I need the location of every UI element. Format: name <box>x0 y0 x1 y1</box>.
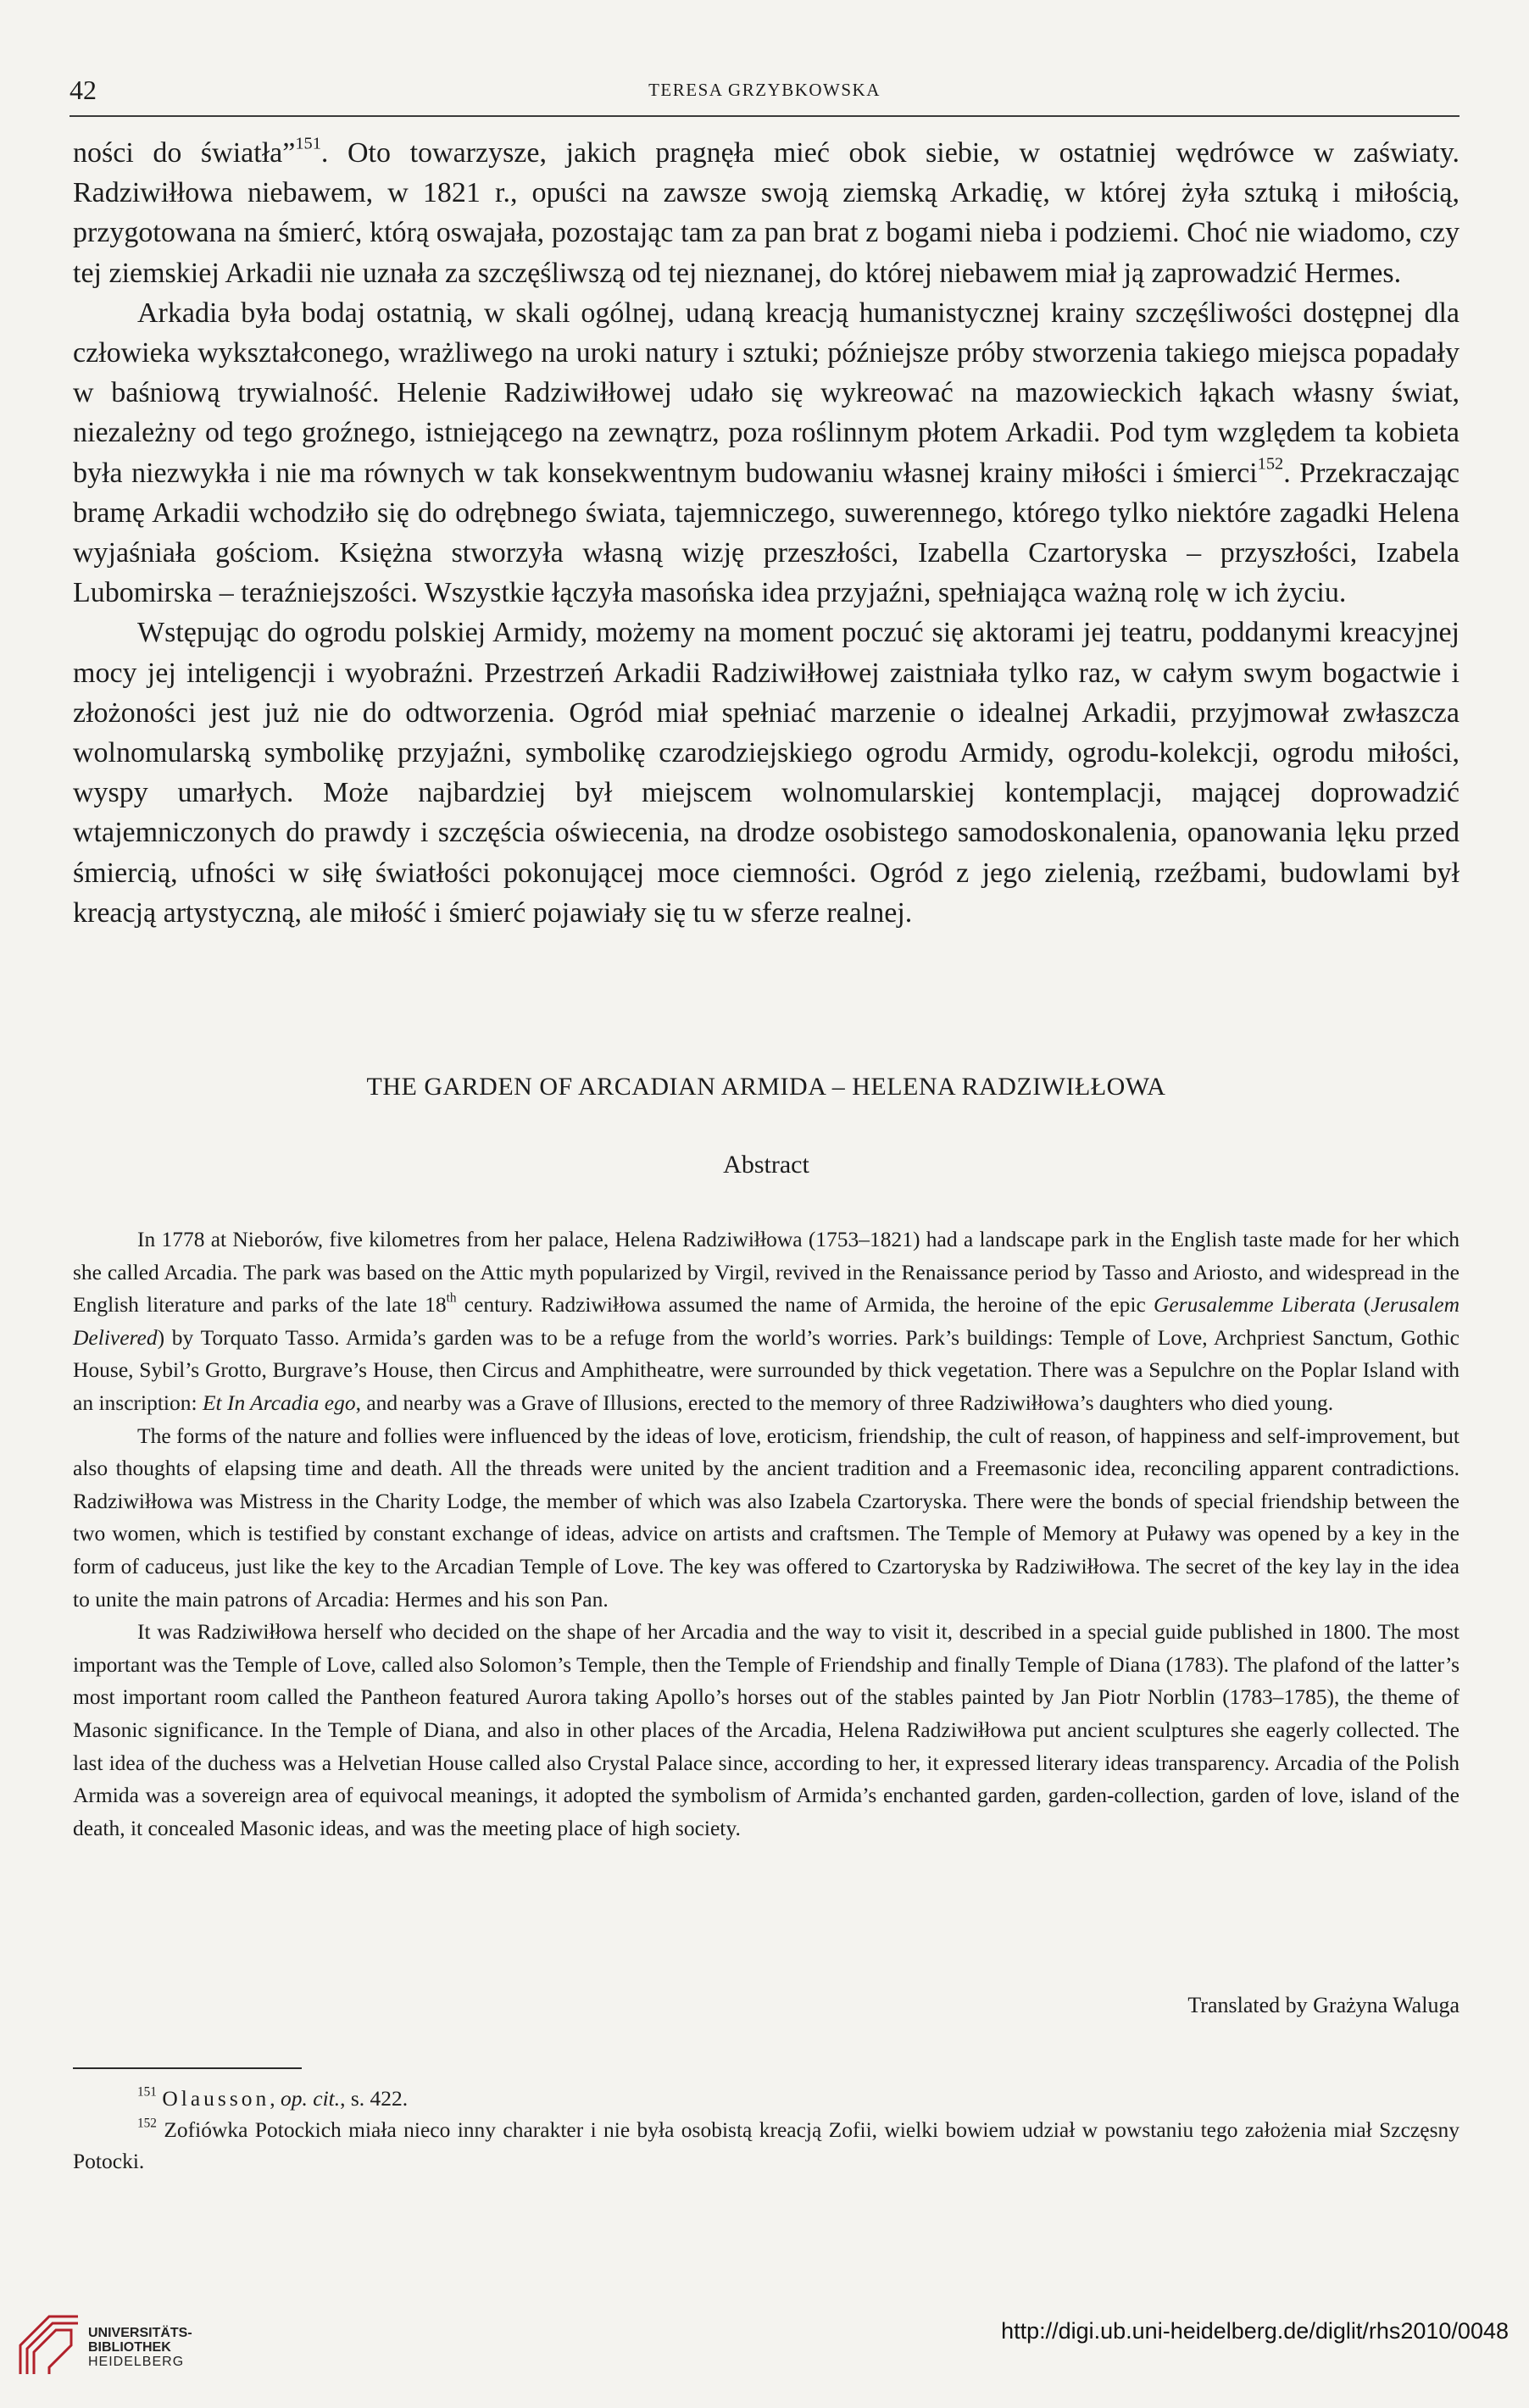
abstract-heading: Abstract <box>723 1151 809 1179</box>
footnote-divider <box>73 2067 302 2069</box>
abstract-text <box>73 1223 1460 1845</box>
footnote-separator: , <box>270 2086 281 2111</box>
footnote-ref-151: 151 <box>295 134 321 153</box>
abstract-title: THE GARDEN OF ARCADIAN ARMIDA – HELENA RADZIWIŁŁOWA <box>366 1073 1166 1101</box>
abstract-paragraph-1 <box>73 1223 1460 1420</box>
footnote-page: , s. 422. <box>340 2086 409 2111</box>
running-head: TERESA GRZYBKOWSKA <box>648 80 881 100</box>
title-gerusalemme: Gerusalemme Liberata <box>1153 1292 1356 1318</box>
abstract-p1-e: , and nearby was a Grave of Illusions, erected to the memory of three Radziwiłłowa’s daughters who died young. <box>355 1390 1334 1415</box>
footnote-reference: op. cit. <box>281 2086 341 2111</box>
paragraph-3: Wstępując do ogrodu polskiej Armidy, możemy na moment poczuć się aktorami jej teatru, poddanymi kreacyjnej mocy jej inteligencji i wyobraźni. Przestrzeń Arkadii Radziwiłłowej zaistniała tylko raz, w całym swym bogactwie i złożoności jest już nie do odtworzenia. Ogród miał spełniać marzenie o idealnej Arkadii, przyjmował zwłaszcza wolnomularską symbolikę przyjaźni, symbolikę czarodziejskiego ogrodu Armidy, ogrodu-kolekcji, ogrodu miłości, wyspy umarłych. Może najbardziej był miejscem wolnomularskiej kontemplacji, mającej doprowadzić wtajemniczonych do prawdy i szczęścia oświecenia, na drodze osobistego samodoskonalenia, opanowania lęku przed śmiercią, ufności w siłę światłości pokonującej moce ciemności. Ogród z jego zielenią, rzeźbami, budowlami był kreacją artystyczną, ale miłość i śmierć pojawiały się tu w sferze realnej. <box>73 617 1460 929</box>
abstract-p1-a: In 1778 at Nieborów, five kilometres from her palace, Helena Radziwiłłowa (1753–1821) had a landscape park in the English taste made for her which she called Arcadia. The park was based on the Attic myth popularized by Virgil, revived in the Renaissance period by Tasso and Ariosto, and widespread in the English literature and parks of the late 18 <box>73 1227 1460 1318</box>
abstract-paragraph-2: The forms of the nature and follies were influenced by the ideas of love, eroticism, friendship, the cult of reason, of happiness and self-improvement, but also thoughts of elapsing time and death. All the threads were united by the ancient tradition and a Freemasonic idea, reconciling apparent contradictions. Radziwiłłowa was Mistress in the Charity Lodge, the member of which was also Izabela Czartoryska. There were the bonds of special friendship between the two women, which is testified by constant exchange of ideas, advice on artists and craftsmen. The Temple of Memory at Puławy was opened by a key in the form of caduceus, just like the key to the Arcadian Temple of Love. The key was offered to Czartoryska by Radziwiłłowa. The secret of the key lay in the idea to unite the main patrons of Arcadia: Hermes and his son Pan. <box>73 1423 1460 1612</box>
library-line-2: BIBLIOTHEK <box>88 2340 171 2355</box>
footnote-text: Zofiówka Potockich miała nieco inny charakter i nie była osobistą kreacją Zofii, wielki bowiem udział w powstaniu tego założenia miał Szczęsny Potocki. <box>73 2117 1460 2173</box>
paragraph-1 <box>73 133 1460 293</box>
ordinal-suffix: th <box>446 1290 457 1306</box>
paragraph-2-start: Arkadia była bodaj ostatnią, w skali ogólnej, udaną kreacją humanistycznej krainy szczęśliwości dostępnej dla człowieka wykształconego, wrażliwego na uroki natury i sztuki; późniejsze próby stworzenia takiego miejsca popadały w baśniową trywialność. Helenie Radziwiłłowej udało się wykreować na mazowieckich łąkach własny świat, niezależny od tego groźnego, istniejącego na zewnątrz, poza roślinnym płotem Arkadii. Pod tym względem ta kobieta była niezwykła i nie ma równych w tak konsekwentnym budowaniu własnej krainy miłości i śmierci <box>73 297 1460 489</box>
footnotes <box>73 2083 1460 2177</box>
library-line-1: UNIVERSITÄTS- <box>88 2326 192 2340</box>
abstract-p1-d: ) by Torquato Tasso. Armida’s garden was to be a refuge from the world’s worries. Park’s buildings: Temple of Love, Archpriest Sanctum, Gothic House, Sybil’s Grotto, Burgrave’s House, then Circus and Amphitheatre, were surrounded by thick vegetation. There was a Sepulchre on the Poplar Island with an inscription: <box>73 1324 1460 1415</box>
title-jerusalem-delivered: Jerusalem Delivered <box>73 1292 1460 1350</box>
paragraph-1-rest: . Oto towarzysze, jakich pragnęła mieć obok siebie, w ostatniej wędrówce w zaświaty. Radziwiłłowa niebawem, w 1821 r., opuści na zawsze swoją ziemską Arkadię, w której żyła sztuką i miłością, przygotowana na śmierć, którą oswajała, pozostając tam za pan brat z bogami nieba i podziemi. Choć nie wiadomo, czy tej ziemskiej Arkadii nie uznała za szczęśliwszą od tej nieznanej, do której niebawem miał ją zaprowadzić Hermes. <box>73 137 1460 289</box>
footnote-author: Olausson <box>162 2086 270 2111</box>
page-header <box>70 71 1460 117</box>
abstract-paragraph-3: It was Radziwiłłowa herself who decided on the shape of her Arcadia and the way to visit it, described in a special guide published in 1800. The most important was the Temple of Love, called also Solomon’s Temple, then the Temple of Friendship and finally Temple of Diana (1783). The plafond of the latter’s most important room called the Pantheon featured Aurora taking Apollo’s horses out of the stables painted by Jan Piotr Norblin (1783–1785), the theme of Masonic significance. In the Temple of Diana, and also in other places of the Arcadia, Helena Radziwiłłowa put ancient sculptures she eagerly collected. The last idea of the duchess was a Helvetian House called also Crystal Palace since, according to her, it expressed literary ideas transparency. Arcadia of the Polish Armida was a sovereign area of equivocal meanings, it adopted the symbolism of Armida’s enchanted garden, garden-collection, garden of love, island of the death, it concealed Masonic ideas, and was the meeting place of high society. <box>73 1619 1460 1840</box>
translator-credit: Translated by Grażyna Waluga <box>1187 1993 1460 2017</box>
abstract-p1-c: ( <box>1355 1292 1371 1318</box>
paragraph-2 <box>73 293 1460 613</box>
heidelberg-library-logo-icon <box>15 2311 83 2379</box>
footnote-152 <box>73 2114 1460 2177</box>
abstract-p1-b: century. Radziwiłłowa assumed the name of Armida, the heroine of the epic <box>456 1292 1154 1318</box>
footnote-number: 151 <box>137 2084 157 2100</box>
main-text <box>73 133 1460 933</box>
paragraph-1-start: ności do światła” <box>73 137 296 169</box>
footnote-ref-152: 152 <box>1257 454 1284 474</box>
paragraph-2-rest: . Przekraczając bramę Arkadii wchodziło się do odrębnego świata, tajemniczego, suwerennego, którego tylko niektóre zagadki Helena wyjaśniała gościom. Księżna stworzyła własną wizję przeszłości, Izabella Czartoryska – przyszłości, Izabela Lubomirska – teraźniejszości. Wszystkie łączyła masońska idea przyjaźni, spełniająca ważną rolę w ich życiu. <box>73 457 1460 609</box>
footnote-151 <box>73 2083 1460 2114</box>
inscription-et-in-arcadia: Et In Arcadia ego <box>202 1390 356 1415</box>
source-url-link[interactable]: http://digi.ub.uni-heidelberg.de/diglit/rhs2010/0048 <box>1001 2318 1509 2344</box>
page-number: 42 <box>70 75 97 105</box>
library-name <box>88 2326 192 2369</box>
library-line-3: HEIDELBERG <box>88 2355 185 2369</box>
footnote-number: 152 <box>137 2116 157 2131</box>
